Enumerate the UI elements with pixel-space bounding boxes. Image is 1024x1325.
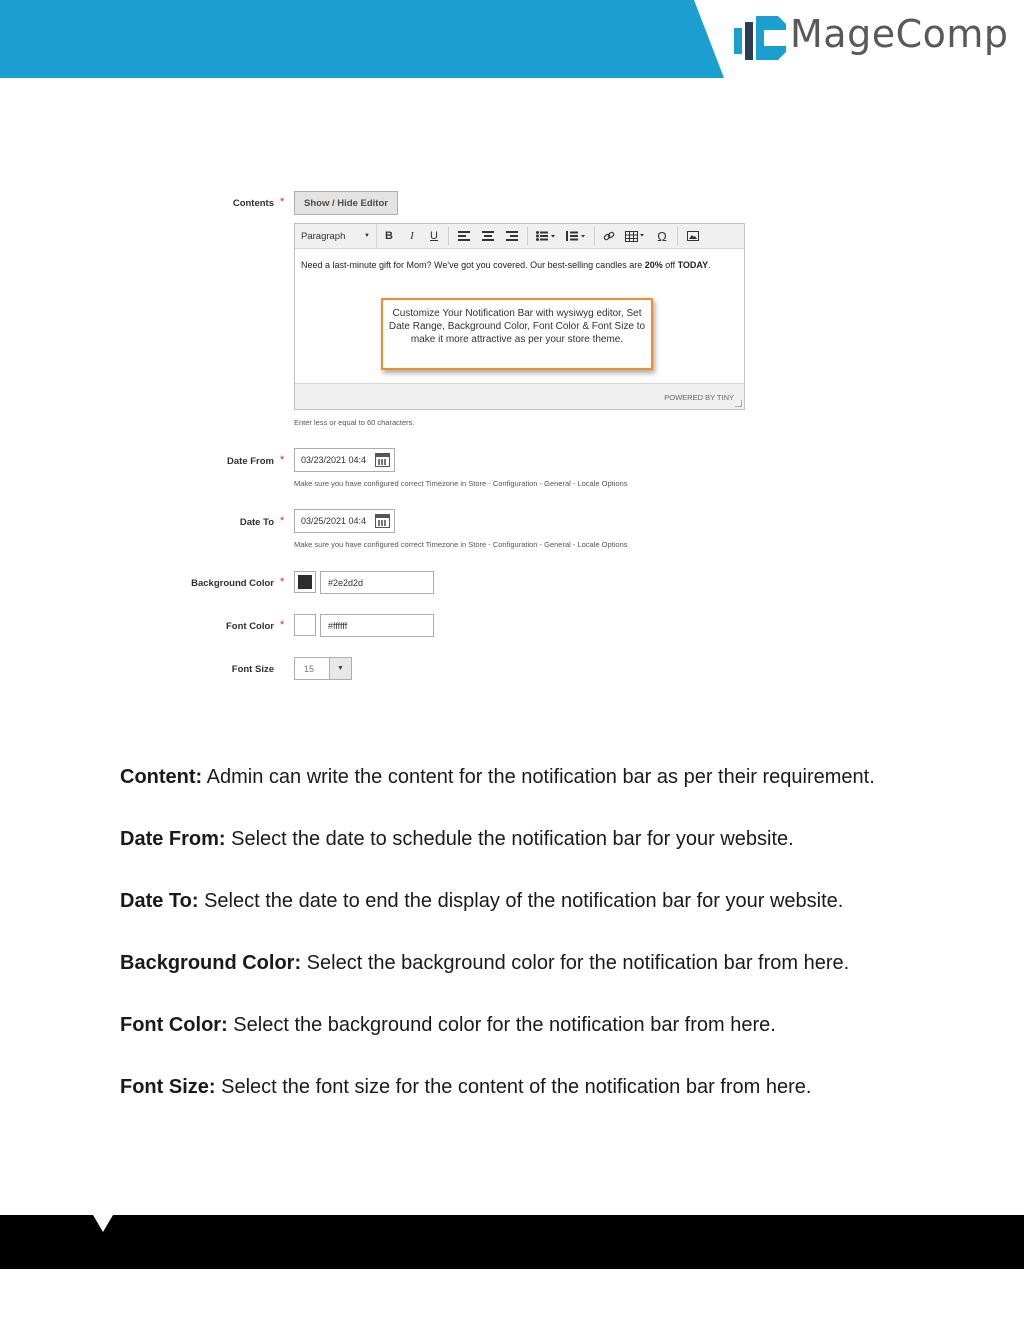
font-color-swatch[interactable] xyxy=(294,614,316,636)
admin-form-screenshot xyxy=(180,185,760,695)
editor-bold-text: 20% xyxy=(644,260,663,270)
font-size-label: Font Size xyxy=(231,664,274,675)
editor-text: . xyxy=(708,260,711,270)
description-text: Admin can write the content for the notification bar as per their requirement. xyxy=(202,766,875,788)
required-marker: * xyxy=(280,576,285,588)
editor-text: Need a last-minute gift for Mom? We've got you covered. Our best-selling candles are xyxy=(301,260,645,270)
editor-toolbar xyxy=(295,224,744,249)
image-icon[interactable] xyxy=(681,224,705,249)
date-from-input[interactable] xyxy=(294,448,395,472)
calendar-icon[interactable] xyxy=(375,453,390,467)
magecomp-logo-icon xyxy=(734,12,788,64)
toolbar-divider xyxy=(677,227,678,245)
editor-bold-text: TODAY xyxy=(677,260,709,270)
description-date-to xyxy=(120,890,843,913)
calendar-icon[interactable] xyxy=(375,514,390,528)
feature-callout: Customize Your Notification Bar with wysiwyg editor, Set Date Range, Background Color, Font Color & Font Size to make it more attractive as per your store theme. xyxy=(381,298,653,370)
required-marker: * xyxy=(280,454,285,466)
chevron-down-icon: ▼ xyxy=(364,233,370,239)
date-from-note: Make sure you have configured correct Timezone in Store - Configuration - General - Locale Options xyxy=(294,479,628,488)
align-right-icon[interactable] xyxy=(500,224,524,249)
description-font-size xyxy=(120,1076,811,1099)
paragraph-format-value: Paragraph xyxy=(301,230,346,242)
editor-statusbar xyxy=(295,383,744,409)
logo-notch xyxy=(694,0,724,78)
link-icon[interactable] xyxy=(598,224,620,249)
required-marker: * xyxy=(280,196,285,208)
show-hide-editor-button[interactable]: Show / Hide Editor xyxy=(294,191,398,215)
special-character-icon[interactable]: Ω xyxy=(657,228,667,244)
description-term: Background Color: xyxy=(120,952,302,974)
footer-triangle-icon xyxy=(93,1215,113,1232)
description-content xyxy=(120,766,875,789)
description-term: Font Color: xyxy=(120,1014,228,1036)
date-to-input[interactable] xyxy=(294,509,395,533)
description-term: Date From: xyxy=(120,828,226,850)
description-term: Content: xyxy=(120,766,203,788)
required-marker: * xyxy=(280,515,285,527)
description-text: Select the background color for the notification bar from here. xyxy=(301,952,850,974)
italic-button[interactable]: I xyxy=(410,230,414,242)
description-text: Select the background color for the notification bar from here. xyxy=(227,1014,776,1036)
bold-button[interactable]: B xyxy=(385,230,393,242)
date-from-label: Date From xyxy=(227,456,274,467)
background-color-swatch[interactable] xyxy=(294,571,316,593)
editor-text: off xyxy=(662,260,678,270)
align-left-icon[interactable] xyxy=(452,224,476,249)
page-header xyxy=(0,0,1024,78)
numbered-list-icon[interactable] xyxy=(561,224,591,249)
description-term: Font Size: xyxy=(120,1076,216,1098)
wysiwyg-editor[interactable] xyxy=(294,223,745,410)
bullet-list-icon[interactable] xyxy=(531,224,561,249)
date-to-note: Make sure you have configured correct Timezone in Store - Configuration - General - Locale Options xyxy=(294,540,628,549)
resize-handle[interactable] xyxy=(735,400,742,407)
font-size-value: 15 xyxy=(304,664,315,674)
date-from-value: 03/23/2021 04:4 xyxy=(301,455,367,465)
toolbar-divider xyxy=(594,227,595,245)
background-color-label: Background Color xyxy=(191,578,274,589)
editor-content[interactable] xyxy=(301,260,741,270)
description-text: Select the font size for the content of the notification bar from here. xyxy=(215,1076,812,1098)
contents-note: Enter less or equal to 60 characters. xyxy=(294,418,415,427)
chevron-down-icon: ▼ xyxy=(329,658,351,679)
logo xyxy=(724,0,1024,78)
description-date-from xyxy=(120,828,794,851)
font-size-select[interactable] xyxy=(294,657,352,680)
page-footer xyxy=(0,1215,1024,1269)
date-to-value: 03/25/2021 04:4 xyxy=(301,516,367,526)
required-marker: * xyxy=(280,619,285,631)
date-to-label: Date To xyxy=(239,517,274,528)
toolbar-divider xyxy=(527,227,528,245)
swatch-fill xyxy=(298,618,312,632)
toolbar-divider xyxy=(448,227,449,245)
background-color-input[interactable]: #2e2d2d xyxy=(320,571,434,594)
align-center-icon[interactable] xyxy=(476,224,500,249)
font-color-label: Font Color xyxy=(225,621,274,632)
swatch-fill xyxy=(298,575,312,589)
powered-by-label: POWERED BY TINY xyxy=(664,393,734,402)
description-term: Date To: xyxy=(120,890,199,912)
description-text: Select the date to schedule the notification bar for your website. xyxy=(225,828,794,850)
paragraph-format-select[interactable] xyxy=(295,224,377,249)
description-font-color xyxy=(120,1014,776,1037)
table-icon[interactable] xyxy=(620,224,650,249)
logo-text: MageComp xyxy=(790,12,1009,56)
contents-label: Contents xyxy=(232,198,274,209)
font-color-input[interactable]: #ffffff xyxy=(320,614,434,637)
description-background-color xyxy=(120,952,849,975)
description-text: Select the date to end the display of the notification bar for your website. xyxy=(198,890,844,912)
underline-button[interactable]: U xyxy=(430,230,438,242)
